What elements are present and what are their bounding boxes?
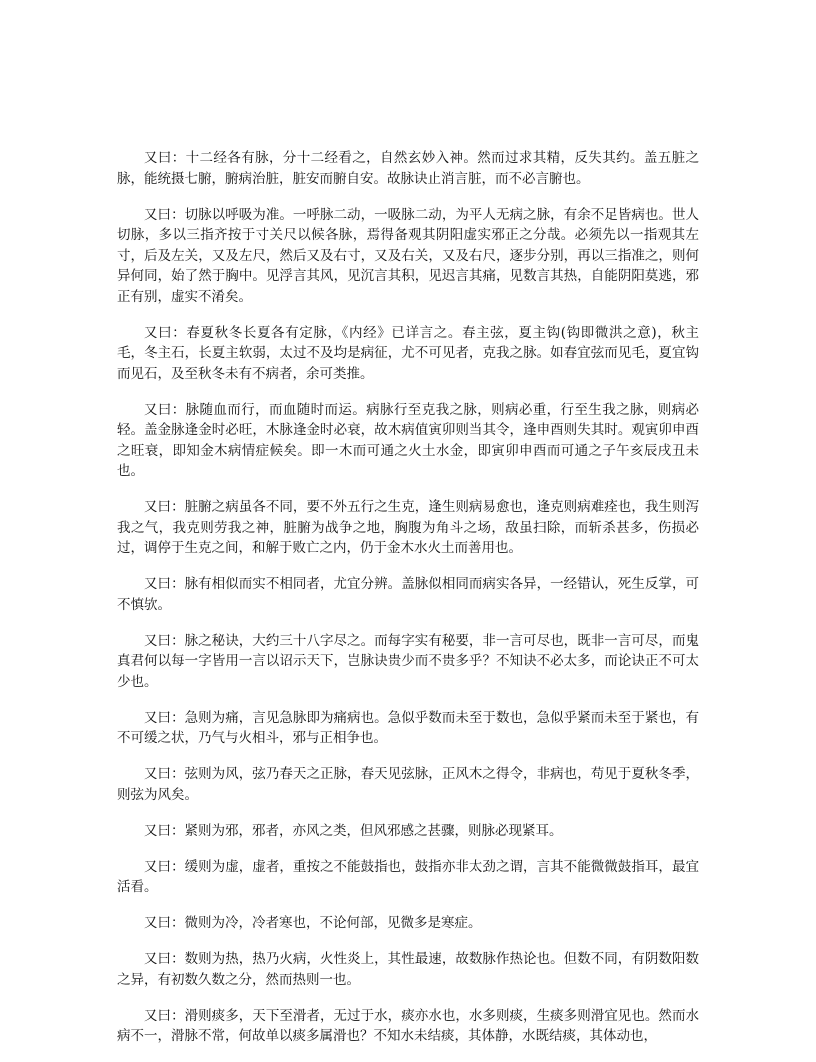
paragraph-10: 又曰：紧则为邪，邪者，亦风之类，但风邪感之甚骤，则脉必现紧耳。 (144, 822, 563, 839)
paragraph-7: 又曰：脉之秘诀，大约三十八字尽之。而每字实有秘要，非一言可尽也，既非一言可尽，而鬼真君何以每一字皆用一言以诏示天下，岂脉诀贵少而不贵多乎？不知诀不必太多，而论诀正不可太少也。 (117, 632, 699, 690)
paragraph-11: 又曰：缓则为虚，虚者，重按之不能鼓指也，鼓指亦非太劲之谓，言其不能微微鼓指耳，最宜活看。 (117, 858, 699, 895)
paragraph-14: 又曰：滑则痰多，天下至滑者，无过于水，痰亦水也，水多则痰，生痰多则滑宜见也。然而水病不一，滑脉不常，何故单以痰多属滑也？不知水未结痰，其体静，水既结痰，其体动也， (117, 1007, 699, 1044)
paragraph-4: 又曰：脉随血而行，而血随时而运。病脉行至克我之脉，则病必重，行至生我之脉，则病必轻。盖金脉逢金时必旺，木脉逢金时必衰，故木病值寅卯则当其令，逢申酉则失其时。观寅卯申酉之旺衰，即知金木病情症候矣。即一木而可通之火土水金，即寅卯申酉而可通之子午亥辰戌丑未也。 (117, 401, 699, 479)
paragraph-3: 又曰：春夏秋冬长夏各有定脉，《内经》已详言之。春主弦，夏主钩(钩即微洪之意)，秋主毛，冬主石，长夏主软弱，太过不及均是病征，尤不可见者，克我之脉。如春宜弦而见毛，夏宜钩而见石，及至秋冬未有不病者，余可类推。 (117, 324, 699, 382)
paragraph-9: 又曰：弦则为风，弦乃春天之正脉，春天见弦脉，正风木之得令，非病也，苟见于夏秋冬季，则弦为风矣。 (117, 766, 699, 803)
paragraph-1: 又曰：十二经各有脉，分十二经看之，自然玄妙入神。然而过求其精，反失其约。盖五脏之脉，能统摄七腑，腑病治脏，脏安而腑自安。故脉诀止消言脏，而不必言腑也。 (117, 150, 699, 187)
paragraph-5: 又曰：脏腑之病虽各不同，要不外五行之生克，逢生则病易愈也，逢克则病难痊也，我生则泻我之气，我克则劳我之神，脏腑为战争之地，胸腹为角斗之场，敌虽扫除，而斩杀甚多，伤损必过，调停于生克之间，和解于败亡之内，仍于金木水火土而善用也。 (117, 499, 699, 556)
paragraph-6: 又曰：脉有相似而实不相同者，尤宜分辨。盖脉似相同而病实各异，一经错认，死生反掌，可不慎欤。 (117, 576, 699, 613)
paragraph-13: 又曰：数则为热，热乃火病，火性炎上，其性最速，故数脉作热论也。但数不同，有阴数阳数之异，有初数久数之分，然而热则一也。 (117, 951, 699, 988)
paragraph-8: 又曰：急则为痛，言见急脉即为痛病也。急似乎数而未至于数也，急似乎紧而未至于紧也，有不可缓之状，乃气与火相斗，邪与正相争也。 (117, 709, 699, 746)
document-page (117, 148, 699, 1062)
paragraph-2: 又曰：切脉以呼吸为准。一呼脉二动，一吸脉二动，为平人无病之脉，有余不足皆病也。世人切脉，多以三指齐按于寸关尺以候各脉，焉得备观其阴阳虚实邪正之分哉。必须先以一指观其左寸，后及左关，又及左尺，然后又及右寸，又及右关，又及右尺，逐步分别，再以三指准之，则何异何同，始了然于胸中。见浮言其风，见沉言其积，见迟言其痛，见数言其热，自能阴阳莫逃，邪正有别，虚实不淆矣。 (117, 206, 699, 305)
paragraph-12: 又曰：微则为冷，冷者寒也，不论何部，见微多是寒症。 (144, 915, 482, 931)
